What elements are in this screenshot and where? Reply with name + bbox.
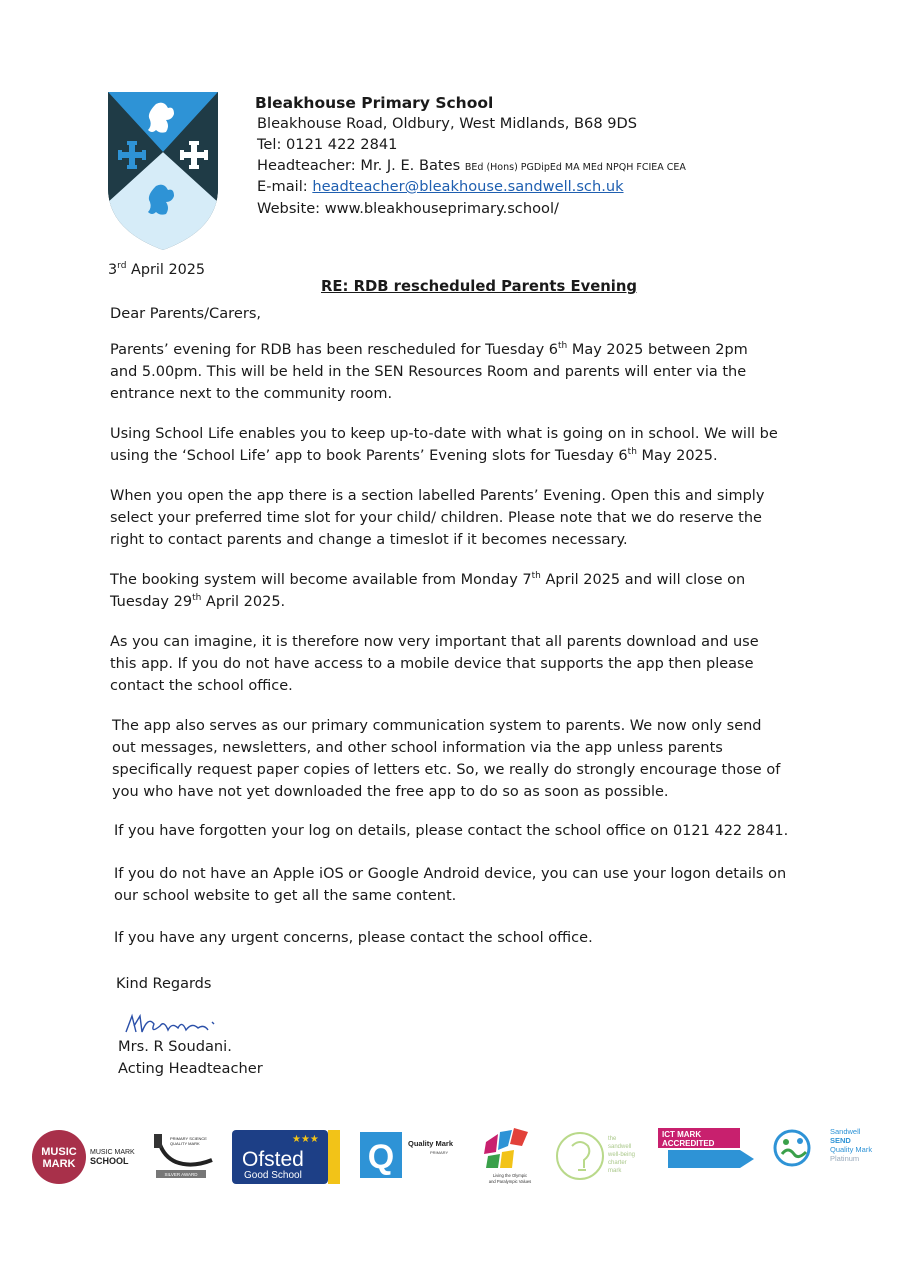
date-day: 3 <box>108 261 118 278</box>
svg-text:MUSIC: MUSIC <box>41 1146 77 1158</box>
email-line <box>257 178 624 195</box>
svg-text:sandwell: sandwell <box>608 1144 632 1150</box>
svg-text:ICT MARK: ICT MARK <box>662 1130 702 1139</box>
headteacher-name: Headteacher: Mr. J. E. Bates <box>257 157 461 174</box>
svg-text:Quality Mark: Quality Mark <box>408 1139 454 1148</box>
svg-text:Good School: Good School <box>244 1170 302 1181</box>
svg-text:QUALITY MARK: QUALITY MARK <box>170 1141 200 1146</box>
paragraph-website-access: If you do not have an Apple iOS or Google Android device, you can use your logon details on our school website to get all the same content. <box>114 866 787 904</box>
paragraph-download-app: As you can imagine, it is therefore now very important that all parents download and use this app. If you do not have access to a mobile device that supports the app then please contact the school office. <box>110 634 759 694</box>
primary-science-quality-mark-logo <box>150 1130 216 1184</box>
svg-text:Living the Olympic: Living the Olympic <box>492 1173 528 1178</box>
olympic-values-logo <box>478 1124 542 1186</box>
svg-text:SEND: SEND <box>830 1136 851 1145</box>
letter-date <box>108 261 205 278</box>
svg-text:well-being: well-being <box>608 1152 636 1158</box>
svg-text:PRIMARY: PRIMARY <box>430 1150 449 1155</box>
svg-text:Quality Mark: Quality Mark <box>830 1145 873 1154</box>
paragraph-communication: The app also serves as our primary communication system to parents. We now only send out messages, newsletters, and other school information via the app unless parents specifically request paper copies of letters etc. So, we really do strongly encourage those of you who have not yet downloaded the free app to do so as soon as possible. <box>112 718 781 800</box>
signatory <box>118 1036 263 1080</box>
music-mark-logo <box>30 1128 138 1186</box>
email-label: E-mail: <box>257 178 308 195</box>
signatory-title: Acting Headteacher <box>118 1060 263 1077</box>
date-rest: April 2025 <box>126 261 206 278</box>
paragraph-forgotten-details: If you have forgotten your log on details, please contact the school office on 0121 422 2841. <box>114 823 789 839</box>
signatory-name: Mrs. R Soudani. <box>118 1038 232 1055</box>
svg-text:charter: charter <box>608 1160 627 1166</box>
date-suffix: rd <box>117 261 127 271</box>
svg-text:and Paralympic Values: and Paralympic Values <box>488 1179 532 1184</box>
svg-text:MARK: MARK <box>42 1158 76 1170</box>
school-telephone: Tel: 0121 422 2841 <box>257 136 398 153</box>
wellbeing-charter-mark-logo <box>556 1128 646 1184</box>
svg-text:MUSIC MARK: MUSIC MARK <box>90 1149 135 1156</box>
ict-mark-accredited-logo <box>658 1128 758 1172</box>
svg-text:PRIMARY SCIENCE: PRIMARY SCIENCE <box>170 1136 207 1141</box>
svg-text:Ofsted: Ofsted <box>242 1148 304 1171</box>
svg-text:SILVER AWARD: SILVER AWARD <box>164 1172 198 1177</box>
paragraph-reschedule: Parents’ evening for RDB has been rescheduled for Tuesday 6th May 2025 between 2pm and 5.00pm. This will be held in the SEN Resources Room and parents will enter via the entrance next to the community room. <box>110 341 748 402</box>
school-crest-logo <box>106 90 220 252</box>
svg-text:mark: mark <box>608 1168 622 1174</box>
svg-text:the: the <box>608 1136 617 1142</box>
headteacher-line <box>257 157 686 174</box>
closing-regards: Kind Regards <box>116 976 212 992</box>
svg-text:SCHOOL: SCHOOL <box>90 1156 129 1166</box>
svg-text:★★★: ★★★ <box>292 1134 319 1145</box>
website-line: Website: www.bleakhouseprimary.school/ <box>257 200 559 217</box>
school-address: Bleakhouse Road, Oldbury, West Midlands, B68 9DS <box>257 115 638 132</box>
sandwell-send-quality-mark-logo <box>772 1124 884 1180</box>
svg-text:Q: Q <box>367 1138 395 1176</box>
svg-text:Sandwell: Sandwell <box>830 1127 861 1136</box>
paragraph-school-life: Using School Life enables you to keep up-to-date with what is going on in school. We will be using the ‘School Life’ app to book Parents’ Evening slots for Tuesday 6th May 2025. <box>110 426 778 464</box>
svg-text:Platinum: Platinum <box>830 1154 860 1163</box>
handwritten-signature <box>120 1012 230 1038</box>
school-name: Bleakhouse Primary School <box>255 94 494 112</box>
headteacher-qualifications: BEd (Hons) PGDipEd MA MEd NPQH FCIEA CEA <box>464 162 686 173</box>
letter-subject: RE: RDB rescheduled Parents Evening <box>321 278 637 295</box>
letter-greeting: Dear Parents/Carers, <box>110 305 262 322</box>
quality-mark-logo <box>358 1130 458 1180</box>
ofsted-good-school-logo <box>232 1128 344 1186</box>
svg-text:ACCREDITED: ACCREDITED <box>662 1139 715 1148</box>
paragraph-urgent-concerns: If you have any urgent concerns, please contact the school office. <box>114 930 593 946</box>
paragraph-app-section: When you open the app there is a section labelled Parents’ Evening. Open this and simply select your preferred time slot for your child/ children. Please note that we do reserve the right to contact parents and change a timeslot if it becomes necessary. <box>110 488 765 548</box>
paragraph-booking-dates: The booking system will become available from Monday 7th April 2025 and will close on Tuesday 29th April 2025. <box>110 571 746 610</box>
email-link[interactable]: headteacher@bleakhouse.sandwell.sch.uk <box>312 178 624 195</box>
